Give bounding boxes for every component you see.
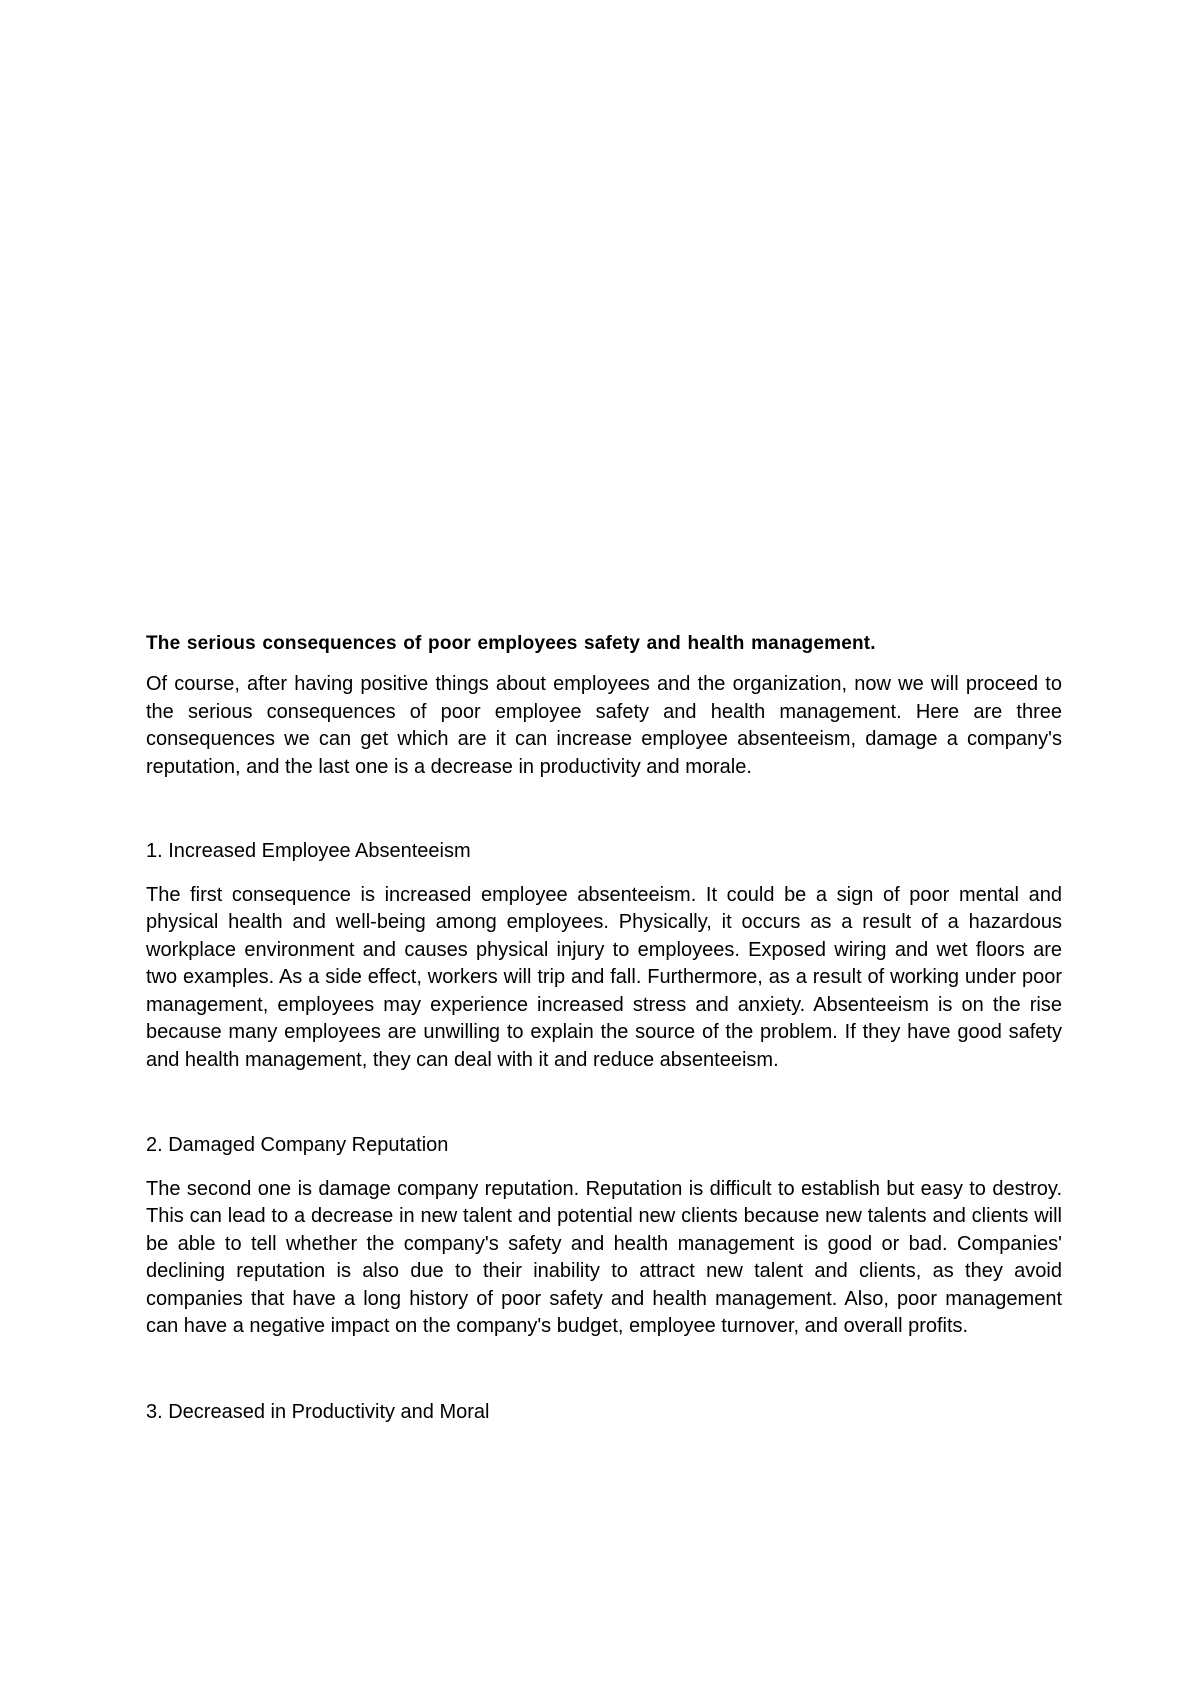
section-heading-productivity: 3. Decreased in Productivity and Moral [146, 1400, 490, 1423]
document-title: The serious consequences of poor employees safety and health management. [146, 633, 876, 654]
intro-paragraph: Of course, after having positive things about employees and the organization, now we will proceed to the serious consequences of poor employee safety and health management. Here are three consequences we can get which are it can increase employee absenteeism, damage a company's reputation, and the last one is a decrease in productivity and morale. [146, 673, 1062, 778]
section-heading-reputation: 2. Damaged Company Reputation [146, 1134, 449, 1156]
section-heading-absenteeism: 1. Increased Employee Absenteeism [146, 840, 471, 862]
section-body-reputation: The second one is damage company reputation. Reputation is difficult to establish but easy to destroy. This can lead to a decrease in new talent and potential new clients because new talents and clients will be able to tell whether the company's safety and health management is good or bad. Companies' declining reputation is also due to their inability to attract new talent and clients, as they avoid companies that have a long history of poor safety and health management. Also, poor management can have a negative impact on the company's budget, employee turnover, and overall profits. [146, 1177, 1062, 1337]
document-content [146, 630, 1062, 1426]
section-body-absenteeism: The first consequence is increased employee absenteeism. It could be a sign of poor mental and physical health and well-being among employees. Physically, it occurs as a result of a hazardous workplace environment and causes physical injury to employees. Exposed wiring and wet floors are two examples. As a side effect, workers will trip and fall. Furthermore, as a result of working under poor management, employees may experience increased stress and anxiety. Absenteeism is on the rise because many employees are unwilling to explain the source of the problem. If they have good safety and health management, they can deal with it and reduce absenteeism. [146, 883, 1062, 1071]
